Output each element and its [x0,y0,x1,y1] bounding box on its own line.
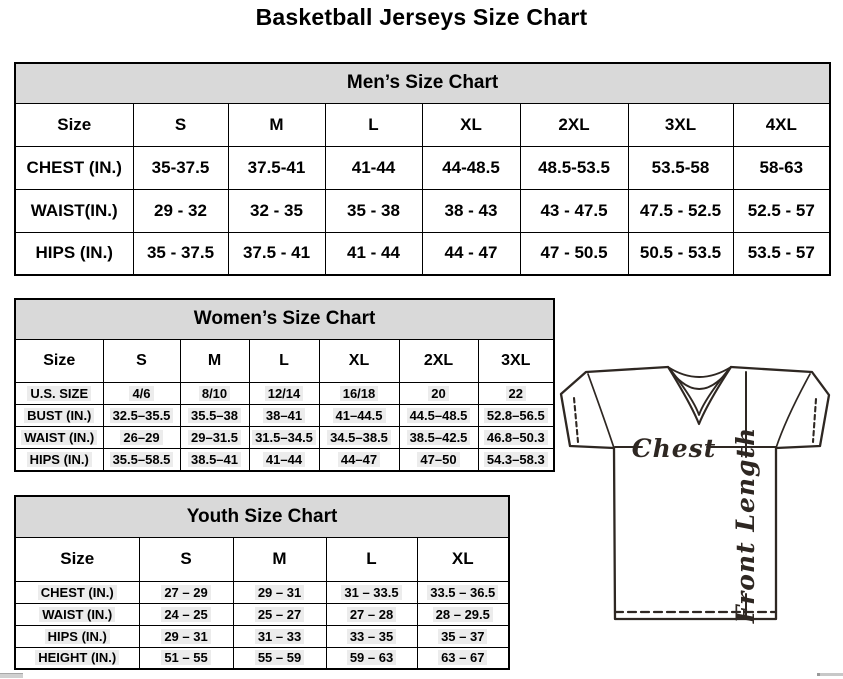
value-cell: 58-63 [733,146,830,189]
value-cell [103,427,180,449]
value-cell [233,581,326,603]
front-length-measure-label: Front Length [731,426,760,624]
column-header-row [15,103,830,146]
cell-text: 63 – 67 [438,650,487,665]
column-header: XL [319,339,399,382]
cell-text: 26–29 [120,430,162,445]
table-row [15,382,554,404]
value-cell [249,427,319,449]
table-title: Men’s Size Chart [15,63,830,103]
cell-text: 31 – 33 [255,629,304,644]
table-title: Women’s Size Chart [15,299,554,339]
cell-text: BUST (IN.) [24,408,94,423]
jersey-outline-icon [558,362,840,628]
column-header: Size [15,339,103,382]
row-label: CHEST (IN.) [15,146,133,189]
value-cell [399,382,478,404]
value-cell [478,405,554,427]
cell-text: 33.5 – 36.5 [427,585,498,600]
value-cell [139,581,233,603]
cell-text: 35.5–58.5 [110,452,174,467]
cell-text: 33 – 35 [347,629,396,644]
value-cell: 44 - 47 [422,232,520,275]
value-cell [249,405,319,427]
cell-text: 12/14 [265,386,304,401]
row-label [15,405,103,427]
cell-text: 28 – 29.5 [433,607,493,622]
cell-text: 32.5–35.5 [110,408,174,423]
table-title-row [15,496,509,537]
youth-size-table [14,495,510,670]
value-cell [417,647,509,669]
value-cell [233,625,326,647]
value-cell: 32 - 35 [228,189,325,232]
row-label [15,603,139,625]
value-cell: 41-44 [325,146,422,189]
value-cell: 29 - 32 [133,189,228,232]
table-row [15,449,554,471]
cell-text: 20 [428,386,448,401]
cell-text: 34.5–38.5 [327,430,391,445]
cell-text: 31 – 33.5 [341,585,401,600]
cell-text: 54.3–58.3 [484,452,548,467]
table-row [15,427,554,449]
column-header-row [15,537,509,581]
value-cell [478,382,554,404]
value-cell: 48.5-53.5 [520,146,628,189]
cell-text: 46.8–50.3 [484,430,548,445]
row-label [15,449,103,471]
value-cell: 35 - 38 [325,189,422,232]
value-cell [139,625,233,647]
column-header: Size [15,103,133,146]
column-header: 4XL [733,103,830,146]
value-cell: 38 - 43 [422,189,520,232]
cell-text: 27 – 28 [347,607,396,622]
column-header: 3XL [478,339,554,382]
column-header: M [180,339,249,382]
cell-text: U.S. SIZE [27,386,91,401]
cell-text: 51 – 55 [161,650,210,665]
value-cell [417,625,509,647]
value-cell [478,427,554,449]
value-cell: 47.5 - 52.5 [628,189,733,232]
column-header: 2XL [520,103,628,146]
value-cell [319,449,399,471]
value-cell [417,603,509,625]
table-row [15,625,509,647]
value-cell: 50.5 - 53.5 [628,232,733,275]
value-cell: 52.5 - 57 [733,189,830,232]
value-cell [399,449,478,471]
cell-text: WAIST (IN.) [39,607,115,622]
value-cell: 37.5 - 41 [228,232,325,275]
value-cell [180,427,249,449]
value-cell: 41 - 44 [325,232,422,275]
value-cell: 37.5-41 [228,146,325,189]
value-cell: 53.5-58 [628,146,733,189]
column-header: M [233,537,326,581]
column-header: Size [15,537,139,581]
column-header: S [133,103,228,146]
column-header: XL [422,103,520,146]
h-scrollbar-fragment-right[interactable] [817,673,843,676]
value-cell [478,449,554,471]
row-label [15,427,103,449]
value-cell [417,581,509,603]
table-title-row [15,63,830,103]
value-cell [326,581,417,603]
row-label [15,382,103,404]
column-header-row [15,339,554,382]
value-cell [180,405,249,427]
jersey-diagram [558,362,840,628]
column-header: S [103,339,180,382]
value-cell [180,382,249,404]
value-cell: 43 - 47.5 [520,189,628,232]
row-label [15,625,139,647]
value-cell [139,603,233,625]
cell-text: 27 – 29 [161,585,210,600]
cell-text: 35 – 37 [438,629,487,644]
cell-text: 38–41 [263,408,305,423]
value-cell [326,625,417,647]
table-row [15,603,509,625]
column-header: L [325,103,422,146]
cell-text: 38.5–42.5 [407,430,471,445]
cell-text: 59 – 63 [347,650,396,665]
value-cell [180,449,249,471]
cell-text: 41–44.5 [333,408,386,423]
value-cell: 53.5 - 57 [733,232,830,275]
cell-text: 8/10 [199,386,230,401]
cell-text: HIPS (IN.) [45,629,110,644]
row-label [15,647,139,669]
column-header: L [326,537,417,581]
mens-size-table [14,62,831,276]
value-cell [326,603,417,625]
value-cell: 44-48.5 [422,146,520,189]
cell-text: 35.5–38 [188,408,241,423]
cell-text: 4/6 [129,386,153,401]
value-cell [319,382,399,404]
h-scrollbar-fragment-left[interactable] [0,673,23,678]
cell-text: 55 – 59 [255,650,304,665]
cell-text: 44.5–48.5 [407,408,471,423]
column-header: XL [417,537,509,581]
value-cell: 35-37.5 [133,146,228,189]
cell-text: 29–31.5 [188,430,241,445]
cell-text: 24 – 25 [161,607,210,622]
value-cell [399,405,478,427]
value-cell [233,647,326,669]
cell-text: 22 [506,386,526,401]
cell-text: CHEST (IN.) [38,585,117,600]
cell-text: 47–50 [417,452,459,467]
column-header: M [228,103,325,146]
value-cell [319,405,399,427]
table-row [15,189,830,232]
cell-text: 29 – 31 [255,585,304,600]
cell-text: 16/18 [340,386,379,401]
value-cell [319,427,399,449]
cell-text: HEIGHT (IN.) [35,650,119,665]
table-row [15,405,554,427]
cell-text: 41–44 [263,452,305,467]
value-cell [326,647,417,669]
cell-text: 29 – 31 [161,629,210,644]
row-label: WAIST(IN.) [15,189,133,232]
value-cell [139,647,233,669]
row-label [15,581,139,603]
row-label: HIPS (IN.) [15,232,133,275]
value-cell [249,382,319,404]
table-row [15,232,830,275]
table-row [15,146,830,189]
table-row [15,581,509,603]
cell-text: 52.8–56.5 [484,408,548,423]
column-header: S [139,537,233,581]
column-header: 3XL [628,103,733,146]
cell-text: 25 – 27 [255,607,304,622]
value-cell [399,427,478,449]
value-cell [249,449,319,471]
chest-measure-label: Chest [631,434,717,463]
cell-text: WAIST (IN.) [21,430,97,445]
table-title-row [15,299,554,339]
value-cell [103,405,180,427]
womens-size-table [14,298,555,472]
column-header: 2XL [399,339,478,382]
table-row [15,647,509,669]
page-title: Basketball Jerseys Size Chart [255,4,588,30]
table-title: Youth Size Chart [15,496,509,537]
cell-text: 38.5–41 [188,452,241,467]
column-header: L [249,339,319,382]
value-cell [103,382,180,404]
value-cell [233,603,326,625]
cell-text: HIPS (IN.) [27,452,92,467]
cell-text: 31.5–34.5 [252,430,316,445]
value-cell: 47 - 50.5 [520,232,628,275]
cell-text: 44–47 [338,452,380,467]
value-cell: 35 - 37.5 [133,232,228,275]
value-cell [103,449,180,471]
